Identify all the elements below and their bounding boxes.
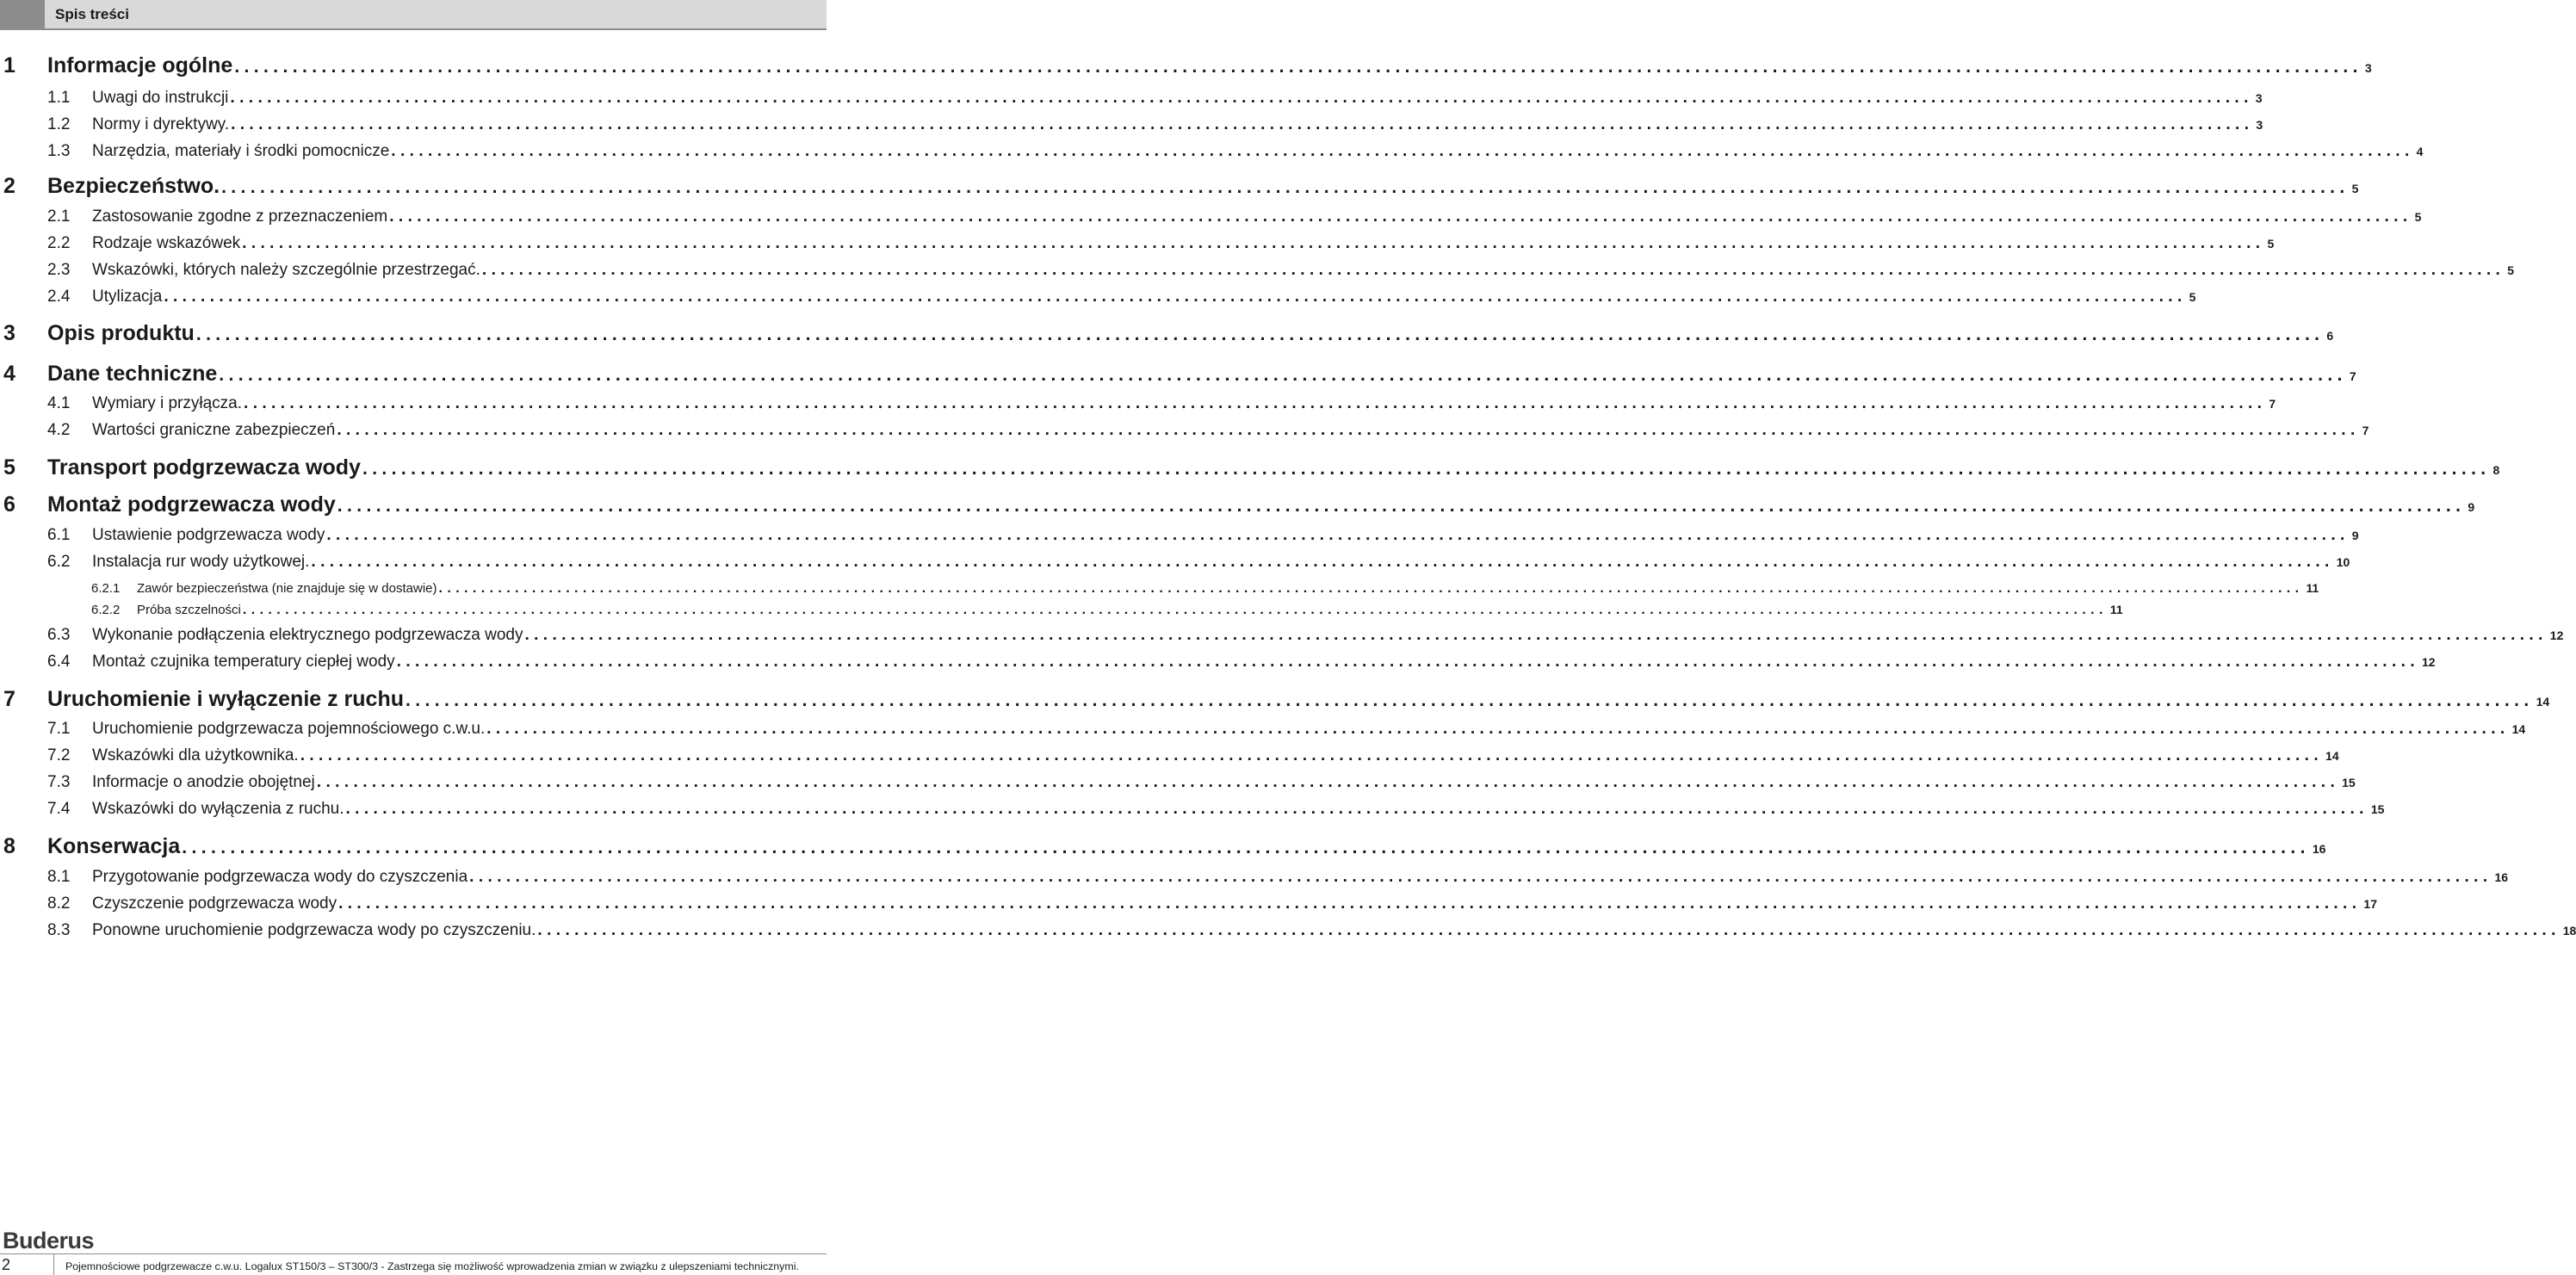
toc-entry-title: Próba szczelności xyxy=(137,603,241,617)
dot-leader: ............................................................................................................................................................................................................................ xyxy=(406,690,2534,710)
toc-entry-page: 10 xyxy=(2336,555,2350,569)
dot-leader: ............................................................................................................................................................................................................................ xyxy=(231,115,2254,133)
toc-entry-page: 17 xyxy=(2363,897,2377,911)
toc-entry-number: 5 xyxy=(3,455,15,480)
dot-leader: ............................................................................................................................................................................................................................ xyxy=(362,459,2491,479)
toc-entry-number: 2.4 xyxy=(47,288,71,306)
dot-leader: ............................................................................................................................................................................................................................ xyxy=(242,234,2265,252)
toc-entry-page: 15 xyxy=(2342,776,2356,789)
toc-entry-title: Wartości graniczne zabezpieczeń xyxy=(92,421,336,439)
dot-leader: ............................................................................................................................................................................................................................ xyxy=(219,365,2347,385)
toc-entry-number: 6.2.2 xyxy=(91,603,121,617)
dot-leader: ............................................................................................................................................................................................................................ xyxy=(195,325,2325,344)
toc-entry-page: 18 xyxy=(2562,924,2576,938)
toc-entry-number: 8 xyxy=(3,834,15,858)
toc-entry-page: 9 xyxy=(2351,529,2359,542)
dot-leader: ............................................................................................................................................................................................................................ xyxy=(242,603,2108,617)
dot-leader: ............................................................................................................................................................................................................................ xyxy=(221,177,2350,197)
toc-entry-page: 5 xyxy=(2351,182,2359,195)
toc-entry-title: Opis produktu xyxy=(47,321,195,345)
toc-entry-number: 7.3 xyxy=(47,773,71,791)
toc-entry-title: Wykonanie podłączenia elektrycznego podgrzewacza wody xyxy=(92,626,523,644)
toc-entry-title: Informacje o anodzie obojętnej xyxy=(92,773,315,791)
dot-leader: ............................................................................................................................................................................................................................ xyxy=(469,868,2492,886)
header-bar xyxy=(45,0,827,28)
dot-leader: ............................................................................................................................................................................................................................ xyxy=(486,720,2510,738)
toc-entry-title: Wymiary i przyłącza. xyxy=(92,394,243,412)
toc-entry-page: 14 xyxy=(2325,749,2339,763)
toc-entry-number: 1.1 xyxy=(47,89,71,107)
dot-leader: ............................................................................................................................................................................................................................ xyxy=(244,394,2267,412)
toc-entry-number: 7.4 xyxy=(47,800,71,818)
toc-entry-page: 5 xyxy=(2189,290,2196,304)
toc-entry-page: 5 xyxy=(2414,210,2422,224)
toc-entry-number: 4 xyxy=(3,362,15,386)
toc-entry-title: Wskazówki do wyłączenia z ruchu. xyxy=(92,800,344,818)
toc-entry-number: 8.2 xyxy=(47,894,71,913)
toc-entry-title: Przygotowanie podgrzewacza wody do czyszczenia xyxy=(92,868,468,886)
toc-entry-title: Dane techniczne xyxy=(47,362,218,386)
toc-entry-page: 14 xyxy=(2536,695,2550,709)
toc-entry-number: 6.1 xyxy=(47,526,71,544)
toc-entry-page: 12 xyxy=(2549,628,2564,642)
toc-entry-page: 11 xyxy=(2306,581,2319,595)
page-header xyxy=(0,0,827,31)
toc-entry-page: 6 xyxy=(2326,329,2334,343)
toc-entry-page: 8 xyxy=(2492,463,2500,477)
dot-leader: ............................................................................................................................................................................................................................ xyxy=(391,142,2414,160)
toc-entry-number: 2.1 xyxy=(47,207,71,226)
toc-entry-title: Montaż czujnika temperatury ciepłej wody xyxy=(92,653,395,671)
toc-entry-title: Transport podgrzewacza wody xyxy=(47,455,361,480)
page-number: 2 xyxy=(2,1256,11,1273)
toc-entry-number: 1 xyxy=(3,53,15,77)
dot-leader: ............................................................................................................................................................................................................................ xyxy=(230,89,2253,107)
toc-entry-title: Narzędzia, materiały i środki pomocnicze xyxy=(92,142,390,160)
dot-leader: ............................................................................................................................................................................................................................ xyxy=(311,553,2334,571)
toc-entry-page: 15 xyxy=(2370,802,2385,816)
toc-entry-title: Wskazówki, których należy szczególnie przestrzegać. xyxy=(92,261,480,279)
footer-divider xyxy=(0,1253,827,1254)
page-title: Spis treści xyxy=(55,6,129,22)
toc-entry-title: Konserwacja xyxy=(47,834,181,858)
toc-entry-number: 8.3 xyxy=(47,921,71,939)
brand-logo: Buderus xyxy=(3,1228,95,1253)
toc-entry-page: 11 xyxy=(2109,603,2123,616)
dot-leader: ............................................................................................................................................................................................................................ xyxy=(524,626,2548,644)
toc-entry-page: 3 xyxy=(2364,61,2372,75)
dot-leader: ............................................................................................................................................................................................................................ xyxy=(182,838,2310,857)
toc-entry-number: 6.2 xyxy=(47,553,71,571)
dot-leader: ............................................................................................................................................................................................................................ xyxy=(345,800,2369,818)
toc-entry-number: 6 xyxy=(3,492,15,517)
toc-entry-title: Zastosowanie zgodne z przeznaczeniem xyxy=(92,207,388,226)
toc-entry-title: Rodzaje wskazówek xyxy=(92,234,241,252)
toc-entry-title: Normy i dyrektywy. xyxy=(92,115,230,133)
header-tab-block xyxy=(0,0,45,28)
toc-entry-number: 1.2 xyxy=(47,115,71,133)
toc-entry-title: Uwagi do instrukcji xyxy=(92,89,229,107)
dot-leader: ............................................................................................................................................................................................................................ xyxy=(234,57,2362,77)
dot-leader: ............................................................................................................................................................................................................................ xyxy=(396,653,2420,671)
toc-entry-title: Utylizacja xyxy=(92,288,163,306)
toc-entry-page: 5 xyxy=(2267,237,2275,251)
toc-entry-page: 3 xyxy=(2256,118,2263,132)
toc-entry-number: 6.4 xyxy=(47,653,71,671)
toc-entry-page: 4 xyxy=(2416,145,2424,158)
dot-leader: ............................................................................................................................................................................................................................ xyxy=(338,894,2362,913)
toc-entry-page: 7 xyxy=(2362,424,2369,437)
toc-entry-page: 5 xyxy=(2507,263,2515,277)
dot-leader: ............................................................................................................................................................................................................................ xyxy=(326,526,2350,544)
dot-leader: ............................................................................................................................................................................................................................ xyxy=(537,921,2561,939)
toc-entry-title: Instalacja rur wody użytkowej. xyxy=(92,553,310,571)
dot-leader: ............................................................................................................................................................................................................................ xyxy=(438,581,2304,596)
dot-leader: ............................................................................................................................................................................................................................ xyxy=(164,288,2187,306)
toc-entry-number: 8.1 xyxy=(47,868,71,886)
toc-entry-title: Montaż podgrzewacza wody xyxy=(47,492,336,517)
toc-entry-page: 16 xyxy=(2312,842,2326,856)
dot-leader: ............................................................................................................................................................................................................................ xyxy=(389,207,2412,226)
toc-entry-title: Ponowne uruchomienie podgrzewacza wody po czyszczeniu. xyxy=(92,921,536,939)
toc-entry-page: 12 xyxy=(2422,655,2436,669)
toc-entry-title: Wskazówki dla użytkownika. xyxy=(92,746,299,764)
toc-entry-title: Zawór bezpieczeństwa (nie znajduje się w dostawie) xyxy=(137,581,437,596)
toc-entry-title: Uruchomienie i wyłączenie z ruchu xyxy=(47,687,405,711)
toc-entry-number: 7.2 xyxy=(47,746,71,764)
toc-entry-page: 16 xyxy=(2494,870,2509,884)
footer-separator xyxy=(53,1253,54,1275)
dot-leader: ............................................................................................................................................................................................................................ xyxy=(316,773,2340,791)
toc-entry-number: 7 xyxy=(3,687,15,711)
dot-leader: ............................................................................................................................................................................................................................ xyxy=(481,261,2505,279)
toc-entry-page: 7 xyxy=(2269,397,2276,411)
toc-entry-number: 6.3 xyxy=(47,626,71,644)
toc-entry-number: 4.1 xyxy=(47,394,71,412)
toc-entry-number: 2.3 xyxy=(47,261,71,279)
dot-leader: ............................................................................................................................................................................................................................ xyxy=(337,496,2466,516)
toc-entry-number: 7.1 xyxy=(47,720,71,738)
header-divider xyxy=(0,28,827,30)
toc-entry-number: 1.3 xyxy=(47,142,71,160)
toc-entry-title: Uruchomienie podgrzewacza pojemnościowego c.w.u. xyxy=(92,720,486,738)
toc-entry-title: Ustawienie podgrzewacza wody xyxy=(92,526,325,544)
toc-entry-number: 6.2.1 xyxy=(91,581,121,596)
toc-entry-page: 7 xyxy=(2349,369,2356,383)
toc-entry-number: 2 xyxy=(3,174,15,198)
toc-entry-title: Informacje ogólne xyxy=(47,53,233,77)
toc-entry-number: 4.2 xyxy=(47,421,71,439)
toc-entry-number: 3 xyxy=(3,321,15,345)
toc-entry-page: 14 xyxy=(2511,722,2526,736)
footer-text: Pojemnościowe podgrzewacze c.w.u. Logalux ST150/3 – ST300/3 - Zastrzega się możliwość wprowadzenia zmian w związku z ulepszeniami technicznymi. xyxy=(65,1260,799,1272)
toc-entry-title: Czyszczenie podgrzewacza wody xyxy=(92,894,337,913)
dot-leader: ............................................................................................................................................................................................................................ xyxy=(337,421,2360,439)
toc-entry-title: Bezpieczeństwo. xyxy=(47,174,220,198)
dot-leader: ............................................................................................................................................................................................................................ xyxy=(300,746,2324,764)
toc-entry-page: 9 xyxy=(2468,500,2475,514)
toc-entry-number: 2.2 xyxy=(47,234,71,252)
toc-entry-page: 3 xyxy=(2255,91,2263,105)
